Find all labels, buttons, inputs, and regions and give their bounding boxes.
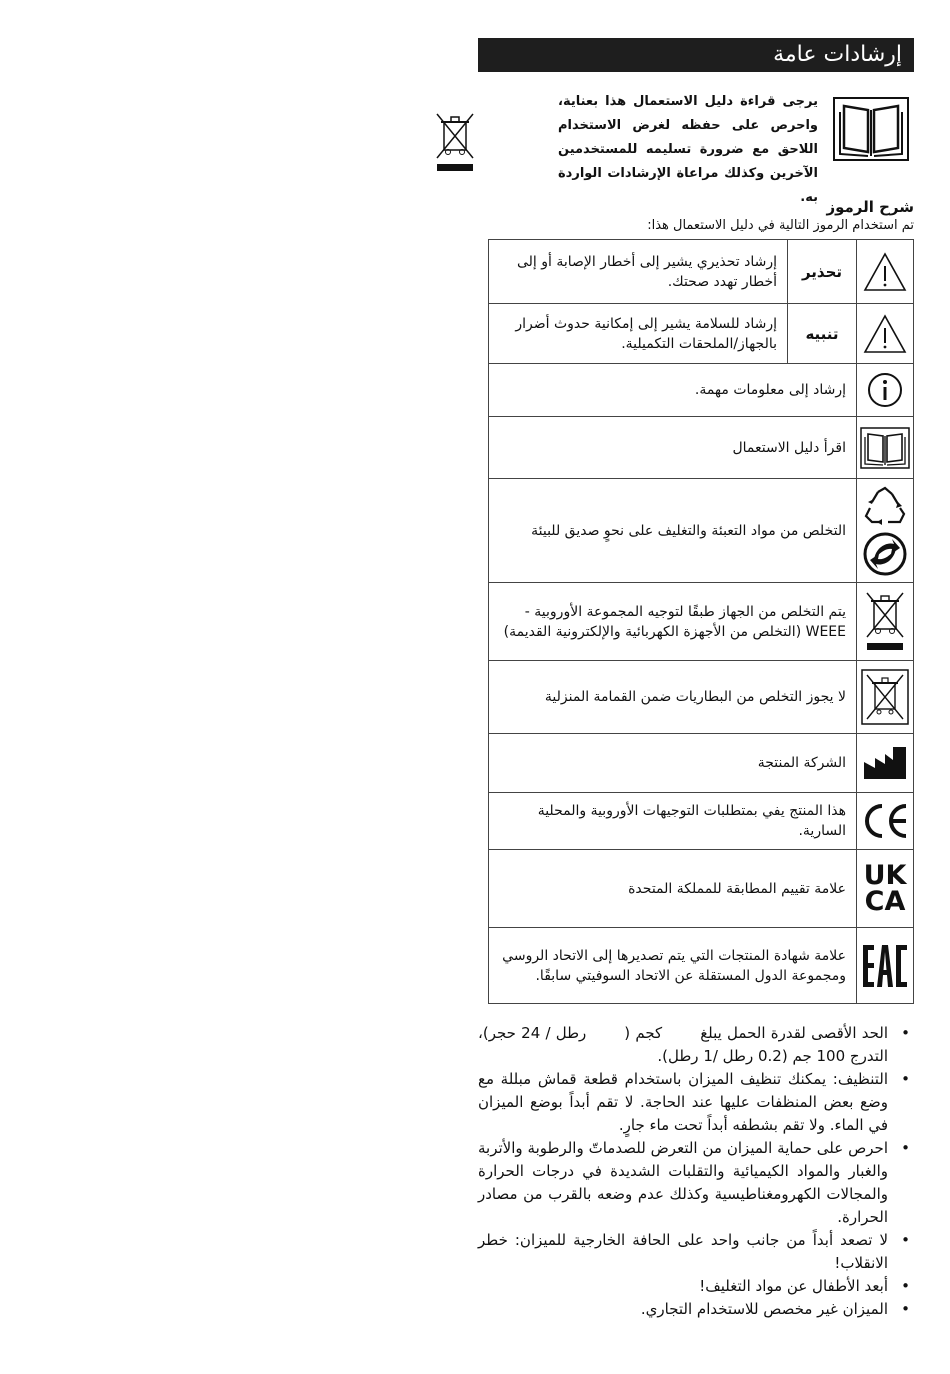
ce-mark-icon [857,793,914,850]
symbol-desc: إرشاد للسلامة يشير إلى إمكانية حدوث أضرار بالجهاز/الملحقات التكميلية. [489,304,788,364]
intro-text: يرجى قراءة دليل الاستعمال هذا بعناية، واحرص على حفظه لغرض الاستخدام اللاحق مع ضرورة تسليمه للمستخدمين الآخرين وكذلك مراعاة الإرشادات الواردة به. [558,94,818,205]
symbol-word: تحذير [788,240,857,304]
symbols-subtitle: تم استخدام الرموز التالية في دليل الاستعمال هذا: [647,218,914,233]
battery-bin-icon [857,661,914,734]
symbol-desc: يتم التخلص من الجهاز طبقًا لتوجيه المجموعة الأوروبية - WEEE (التخلص من الأجهزة الكهربائية والإلكترونية القديمة) [489,583,857,661]
capacity-text-b: كجم ( [624,1024,663,1042]
symbols-heading: شرح الرموز [826,198,914,216]
list-item: • لا تصعد أبداً من جانب واحد على الحافة الخارجية للميزان: خطر الانقلاب! [478,1229,888,1275]
table-row [489,479,914,583]
book-icon [857,417,914,479]
intro-block [478,90,914,205]
symbol-desc: إرشاد تحذيري يشير إلى أخطار الإصابة أو إلى أخطار تهدد صحتك. [489,240,788,304]
symbol-word: تنبيه [788,304,857,364]
table-row [489,417,914,479]
capacity-text-c: رطل / 24 حجر)، التدرج 100 جم (0.2 رطل /1 رطل). [478,1024,888,1065]
table-row [489,928,914,1004]
table-row [489,734,914,793]
symbol-desc: هذا المنتج يفي بمتطلبات التوجيهات الأوروبية والمحلية السارية. [489,793,857,850]
table-row [489,850,914,928]
weee-bin-icon [857,583,914,661]
symbol-desc: الشركة المنتجة [489,734,857,793]
table-row [489,364,914,417]
capacity-text-a: الحد الأقصى لقدرة الحمل يبلغ [700,1024,888,1042]
ukca-mark-text: UK CA [863,859,907,917]
section-title: إرشادات عامة [478,38,914,72]
list-item: • الميزان غير مخصص للاستخدام التجاري. [478,1298,888,1321]
caution-triangle-icon [857,304,914,364]
eac-mark-icon [857,928,914,1004]
table-row [489,583,914,661]
weee-bin-icon [432,108,478,178]
symbol-desc: علامة تقييم المطابقة للمملكة المتحدة [489,850,857,928]
symbol-desc: التخلص من مواد التعبئة والتغليف على نحوٍ صديق للبيئة [489,479,857,583]
table-row [489,793,914,850]
list-item [478,1022,888,1068]
symbols-table [488,239,914,1004]
symbol-desc: إرشاد إلى معلومات مهمة. [489,364,857,417]
list-item: • التنظيف: يمكنك تنظيف الميزان باستخدام قطعة قماش مبللة مع وضع بعض المنظفات عليها عند الحاجة. لا تقم أبداً بوضع الميزان في الماء. ولا تقم بشطفه أبداً تحت ماء جارٍ. [478,1068,888,1137]
ukca-mark-icon [857,850,914,928]
recycle-green-dot-icon [857,479,914,583]
table-row [489,661,914,734]
open-book-icon [832,96,910,162]
symbol-desc: لا يجوز التخلص من البطاريات ضمن القمامة المنزلية [489,661,857,734]
warning-triangle-icon [857,240,914,304]
info-icon [857,364,914,417]
symbol-desc: اقرأ دليل الاستعمال [489,417,857,479]
general-instructions-section [478,38,914,1321]
list-item: • احرص على حماية الميزان من التعرض للصدماتّ والرطوبة والأتربة والغبار والمواد الكيميائية والتقلبات الشديدة في درجات الحرارة والمجالات الكهرومغناطيسية وكذلك عدم وضعه بالقرب من مصادر الحرارة. [478,1137,888,1229]
manufacturer-icon [857,734,914,793]
table-row [489,304,914,364]
table-row [489,240,914,304]
notes-list [478,1022,914,1321]
list-item: • أبعد الأطفال عن مواد التغليف! [478,1275,888,1298]
symbol-desc: علامة شهادة المنتجات التي يتم تصديرها إلى الاتحاد الروسي ومجموعة الدول المستقلة عن الاتحاد السوفيتي سابقًا. [489,928,857,1004]
